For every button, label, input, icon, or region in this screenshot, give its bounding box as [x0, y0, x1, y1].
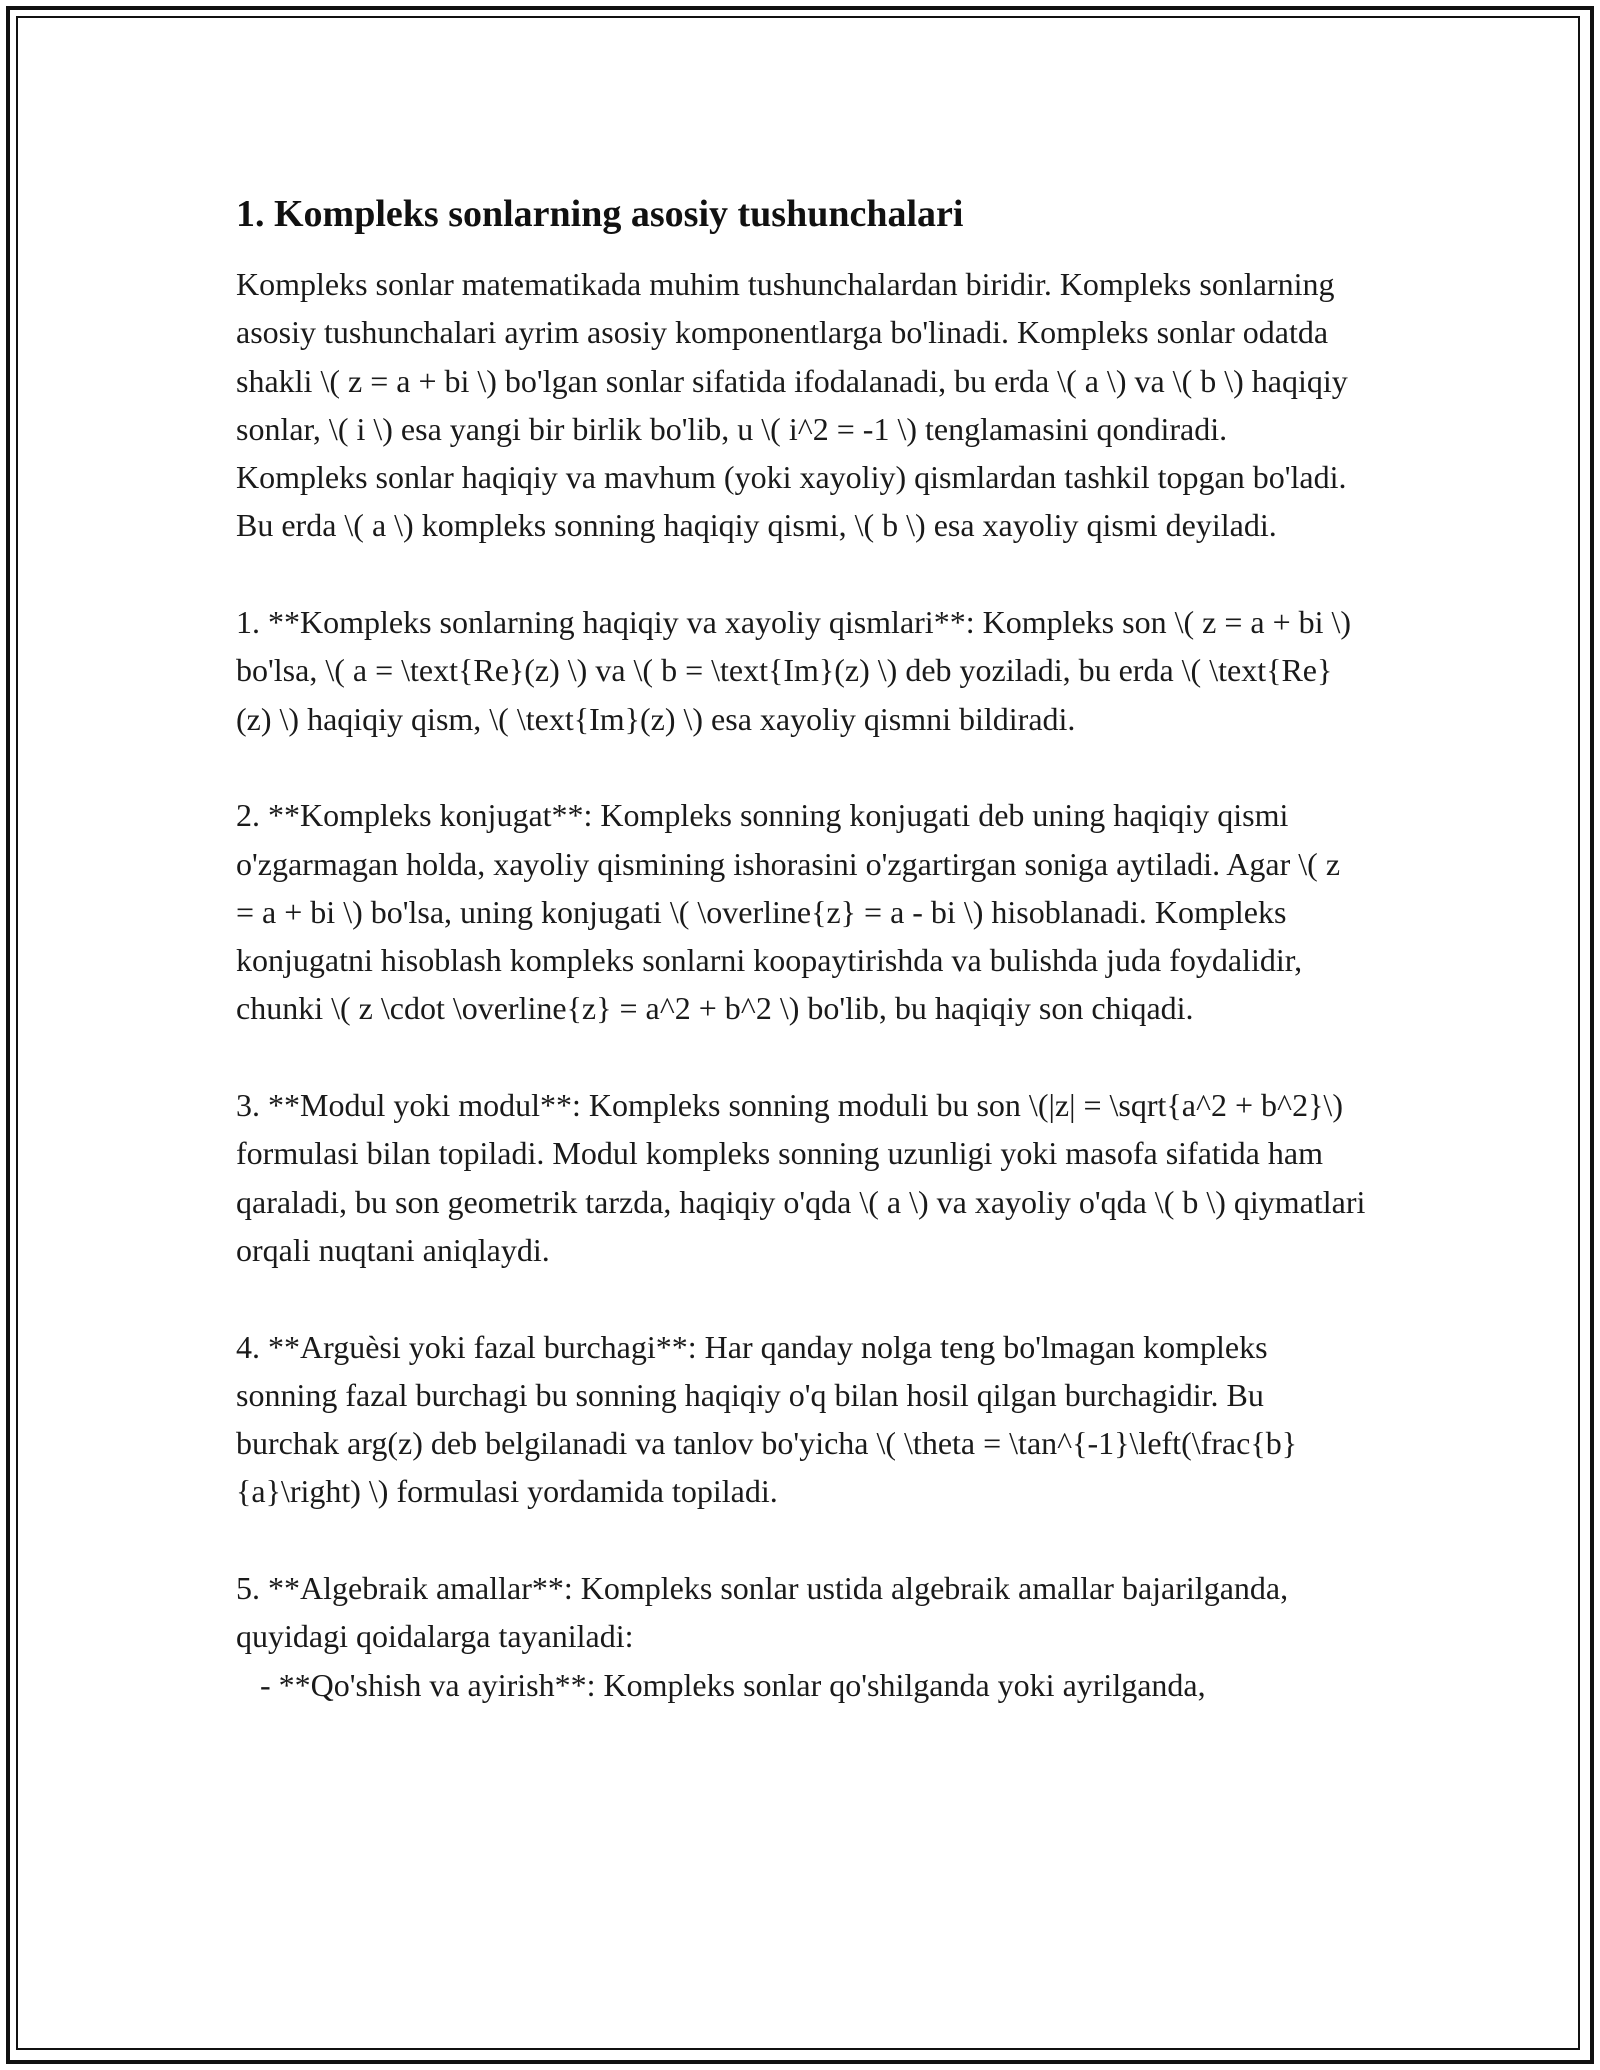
- list-item-1: 1. **Kompleks sonlarning haqiqiy va xayoliy qismlari**: Kompleks son \( z = a + bi \) bo'lsa, \( a = \text{Re}(z) \) va \( b = \text{Im}(z) \) deb yoziladi, bu erda \( \text{Re}(z) \) haqiqiy qism, \( \text{Im}(z) \) esa xayoliy qismni bildiradi.: [236, 604, 1360, 737]
- list-item-5: 5. **Algebraik amallar**: Kompleks sonlar ustida algebraik amallar bajarilganda, quyidagi qoidalarga tayaniladi: - **Qo'shish va ayirish**: Kompleks sonlar qo'shilganda yoki ayrilganda,: [236, 1570, 1289, 1703]
- document-body: [236, 260, 1374, 1709]
- paragraph-gap: [236, 1274, 1366, 1322]
- paragraph-gap: [236, 550, 1366, 598]
- document-page: [236, 186, 1374, 1709]
- section-heading: 1. Kompleks sonlarning asosiy tushunchalari: [236, 193, 964, 235]
- list-item-3: 3. **Modul yoki modul**: Kompleks sonning moduli bu son \(|z| = \sqrt{a^2 + b^2}\) formulasi bilan topiladi. Modul kompleks sonning uzunligi yoki masofa sifatida ham qaraladi, bu son geometrik tarzda, haqiqiy o'qda \( a \) va xayoliy o'qda \( b \) qiymatlari orqali nuqtani aniqlaydi.: [236, 1087, 1374, 1268]
- list-item-4: 4. **Arguèsi yoki fazal burchagi**: Har qanday nolga teng bo'lmagan kompleks sonning fazal burchagi bu sonning haqiqiy o'q bilan hosil qilgan burchagidir. Bu burchak arg(z) deb belgilanadi va tanlov bo'yicha \( \theta = \tan^{-1}\left(\frac{b}{a}\right) \) formulasi yordamida topiladi.: [236, 1328, 1298, 1510]
- list-item-2: 2. **Kompleks konjugat**: Kompleks sonning konjugati deb uning haqiqiy qismi o'zgarmagan holda, xayoliy qismining ishorasini o'zgartirgan soniga aytiladi. Agar \( z = a + bi \) bo'lsa, uning konjugati \( \overline{z} = a - bi \) hisoblanadi. Kompleks konjugatni hisoblash kompleks sonlarni koopaytirishda va bulishda juda foydalidir, chunki \( z \cdot \overline{z} = a^2 + b^2 \) bo'lib, bu haqiqiy son chiqadi.: [236, 797, 1349, 1027]
- paragraph-gap: [236, 1033, 1366, 1081]
- intro-paragraph: Kompleks sonlar matematikada muhim tushunchalardan biridir. Kompleks sonlarning asosiy tushunchalari ayrim asosiy komponentlarga bo'linadi. Kompleks sonlar odatda shakli \( z = a + bi \) bo'lgan sonlar sifatida ifodalanadi, bu erda \( a \) va \( b \) haqiqiy sonlar, \( i \) esa yangi bir birlik bo'lib, u \( i^2 = -1 \) tenglamasini qondiradi. Kompleks sonlar haqiqiy va mavhum (yoki xayoliy) qismlardan tashkil topgan bo'ladi. Bu erda \( a \) kompleks sonning haqiqiy qismi, \( b \) esa xayoliy qismi deyiladi.: [236, 266, 1356, 544]
- paragraph-gap: [236, 743, 1366, 791]
- paragraph-gap: [236, 1516, 1366, 1564]
